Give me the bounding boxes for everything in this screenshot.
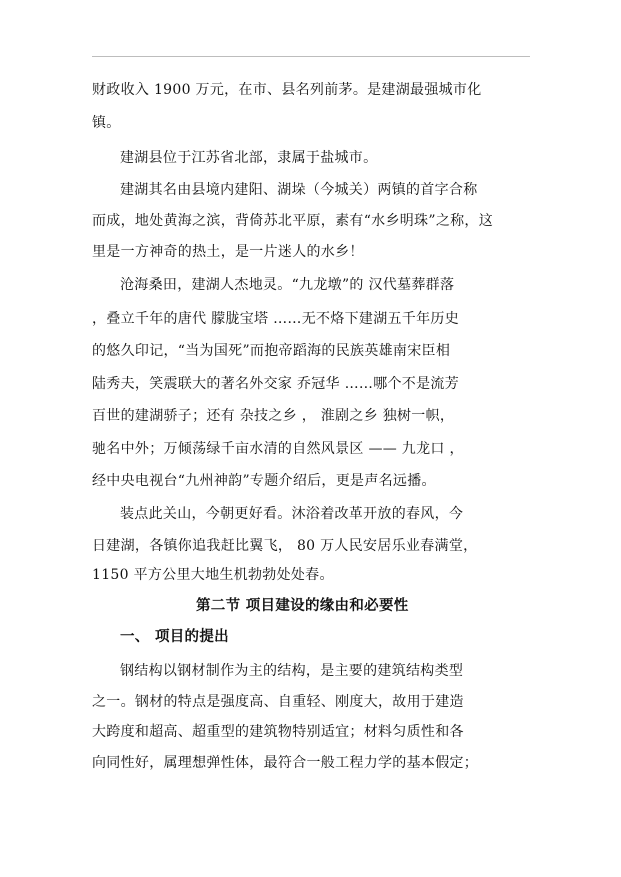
text-line: 而成，地处黄海之滨，背倚苏北平原，素有“水乡明珠”之称，这 [92,213,494,229]
text-line: 装点此关山，今朝更好看。沐浴着改革开放的春风，今 [120,506,464,522]
subsection-heading: 一、 项目的提出 [120,629,229,645]
text-line: 百世的建湖骄子；还有 杂技之乡 ， 淮剧之乡 独树一帜， [92,408,455,424]
text-line: 之一。钢材的特点是强度高、自重轻、刚度大，故用于建造 [92,694,464,710]
text-line: 里是一方神奇的热土，是一片迷人的水乡！ [92,244,364,260]
section-heading: 第二节 项目建设的缘由和必要性 [196,598,409,614]
text-line: 沧海桑田，建湖人杰地灵。“九龙墩”的 汉代墓葬群落 [120,277,455,293]
text-line: 钢结构以钢材制作为主的结构，是主要的建筑结构类型 [120,663,464,679]
text-line: 大跨度和超高、超重型的建筑物特别适宜；材料匀质性和各 [92,724,464,740]
text-line: 经中央电视台“九州神韵”专题介绍后，更是声名远播。 [92,473,436,489]
text-line: ，叠立千年的唐代 朦胧宝塔 ……无不烙下建湖五千年历史 [92,311,459,327]
text-line: 陆秀夫，笑震联大的著名外交家 乔冠华 ……哪个不是流芳 [92,376,459,392]
text-line: 1150 平方公里大地生机勃勃处处春。 [92,567,334,583]
text-line: 建湖县位于江苏省北部，隶属于盐城市。 [120,150,378,166]
text-line: 驰名中外；万倾荡绿千亩水清的自然风景区 —— 九龙口 ， [92,441,464,457]
text-line: 镇。 [92,115,121,131]
text-line: 向同性好，属理想弹性体，最符合一般工程力学的基本假定； [92,755,479,771]
text-line: 财政收入 1900 万元，在市、县名列前茅。是建湖最强城市化 [92,82,482,98]
page-header-rule [92,56,530,57]
text-line: 建湖其名由县境内建阳、湖垛（今城关）两镇的首字合称 [120,182,478,198]
text-line: 的悠久印记，“当为国死”而抱帝蹈海的民族英雄南宋臣相 [92,343,451,359]
text-line: 日建湖，各镇你追我赶比翼飞， 80 万人民安居乐业春满堂， [92,538,478,554]
